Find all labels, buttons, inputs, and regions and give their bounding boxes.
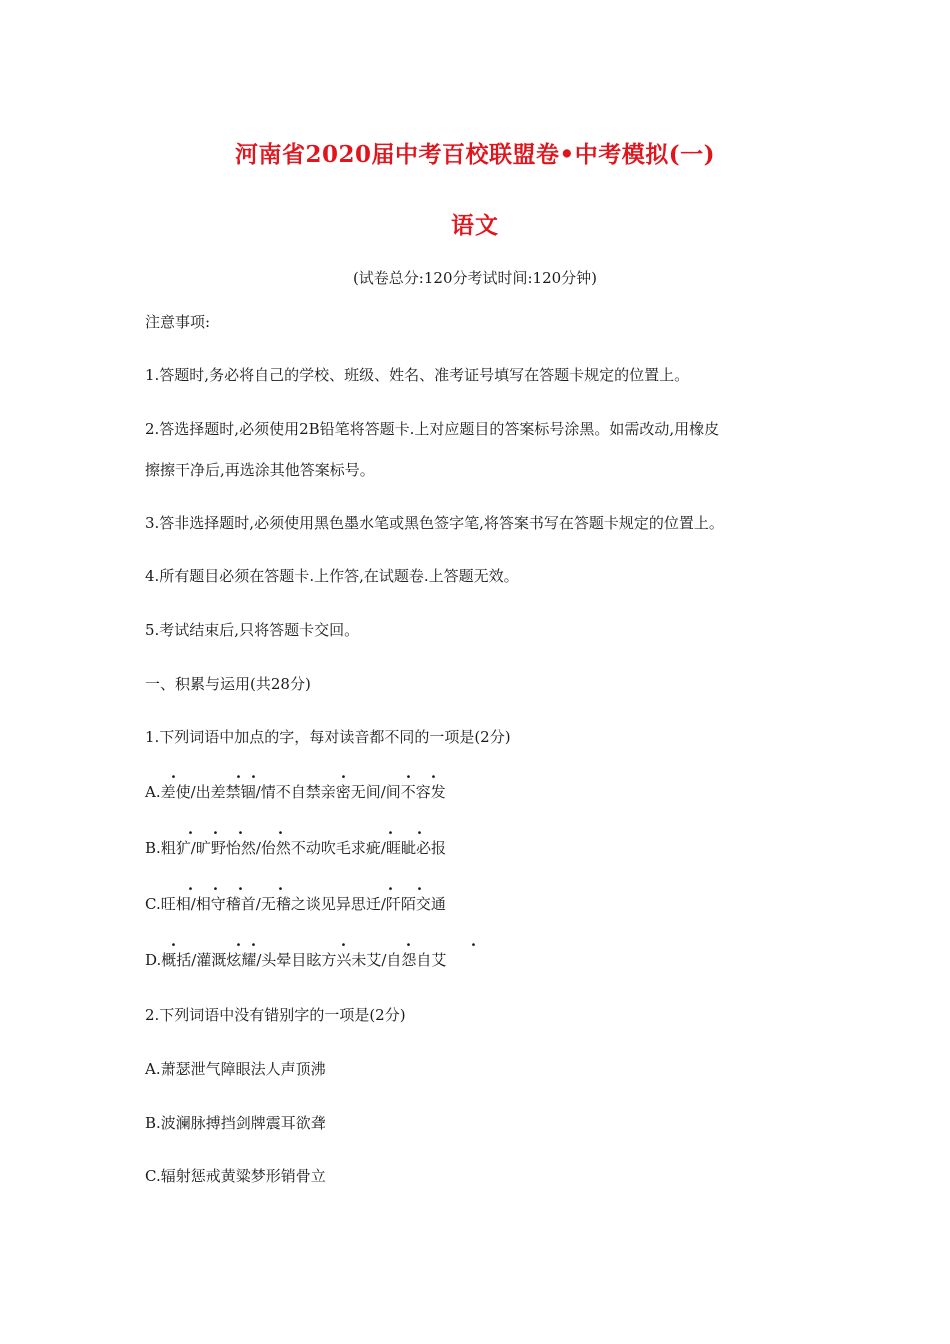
emphasis-dots: · · · · · · xyxy=(187,880,423,898)
option-a: A.差使/出差禁锢/情不自禁亲密无间/间不容发 xyxy=(145,783,446,801)
option-b: B.粗犷/旷野怡然/佁然不动吹毛求疵/睚眦必报 xyxy=(145,839,446,857)
option-c: C.旺相/相守稽首/无稽之谈见异思迁/阡陌交通 xyxy=(145,895,446,913)
notice-item: 2.答选择题时,必须使用2B铅笔将答题卡.上对应题目的答案标号涂黑。如需改动,用橡皮 xyxy=(145,420,720,438)
question-stem: 1.下列词语中加点的字，每对读音都不同的一项是(2分) xyxy=(145,728,511,746)
option-b: B.波澜脉搏挡剑牌震耳欲聋 xyxy=(145,1114,326,1132)
emphasis-dots: · · · · · · xyxy=(170,768,437,786)
option-d: D.概括/灌溉炫耀/头晕目眩方兴未艾/自怨自艾 xyxy=(145,951,447,969)
option-c: C.辐射惩戒黄粱梦形销骨立 xyxy=(145,1167,326,1185)
emphasis-dots: · · · · · · xyxy=(187,824,423,842)
notice-item: 5.考试结束后,只将答题卡交回。 xyxy=(145,621,360,639)
notice-heading: 注意事项: xyxy=(145,313,211,331)
notice-item: 3.答非选择题时,必须使用黑色墨水笔或黑色签字笔,将答案书写在答题卡规定的位置上。 xyxy=(145,514,724,532)
notice-item: 4.所有题目必须在答题卡.上作答,在试题卷.上答题无效。 xyxy=(145,567,519,585)
subject-title: 语文 xyxy=(451,212,499,239)
exam-title: 河南省2020届中考百校联盟卷•中考模拟(一) xyxy=(235,141,715,168)
exam-info: (试卷总分:120分考试时间:120分钟) xyxy=(352,269,598,287)
notice-item: 擦擦干净后,再选涂其他答案标号。 xyxy=(145,461,375,479)
question-stem: 2.下列词语中没有错别字的一项是(2分) xyxy=(145,1006,406,1024)
option-a: A.萧瑟泄气障眼法人声顶沸 xyxy=(145,1060,326,1078)
section-heading: 一、积累与运用(共28分) xyxy=(145,675,311,693)
notice-item: 1.答题时,务必将自己的学校、班级、姓名、准考证号填写在答题卡规定的位置上。 xyxy=(145,366,690,384)
emphasis-dots: · · · · · · xyxy=(170,936,477,954)
